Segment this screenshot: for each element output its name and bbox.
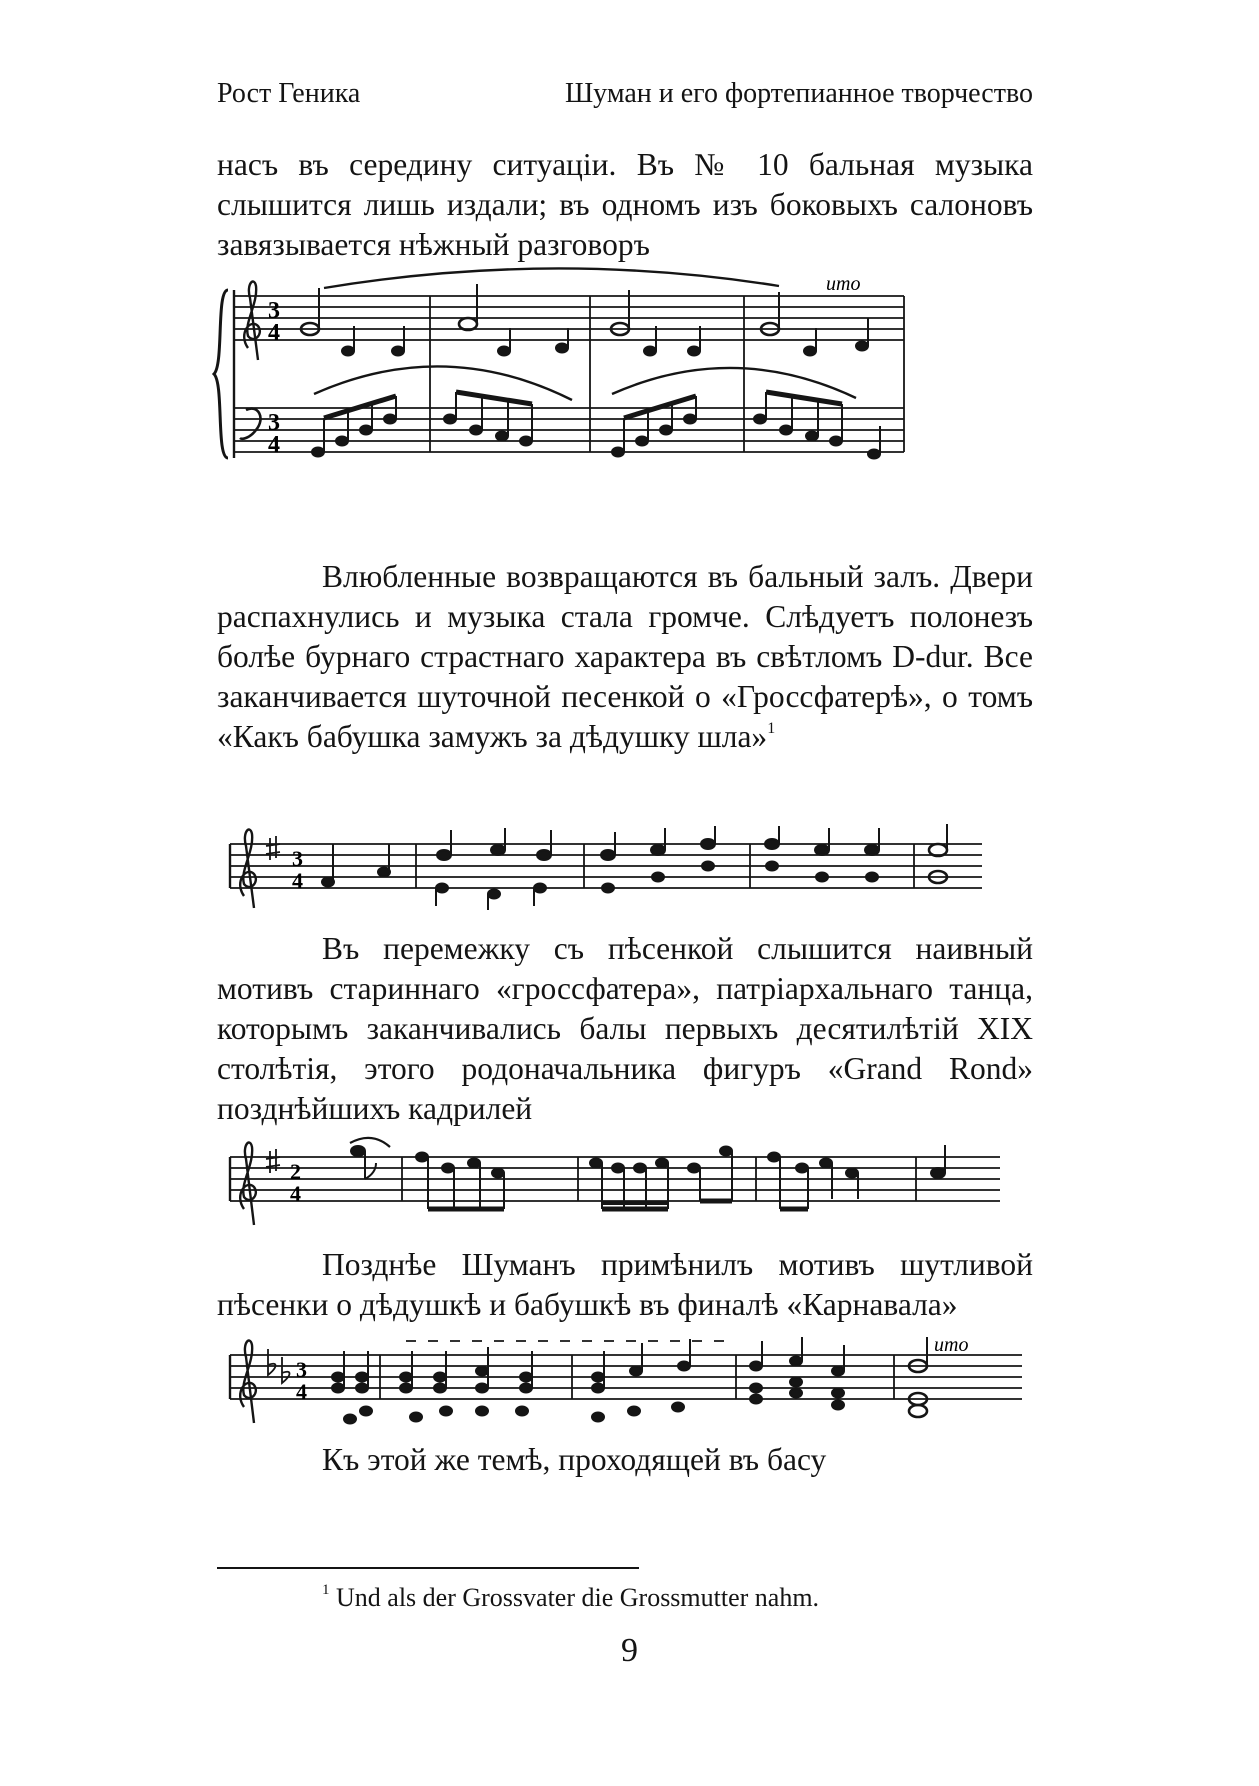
- footnote-marker: 1: [322, 1582, 330, 1598]
- time-signature-top: 3: [268, 298, 280, 324]
- time-signature-bottom: 4: [268, 432, 280, 458]
- sharp-icon: [266, 1149, 280, 1173]
- time-signature-top: 3: [292, 846, 303, 871]
- footnote-reference: 1: [767, 720, 776, 737]
- music-example-4: [226, 1327, 1026, 1443]
- paragraph-2: [217, 557, 1033, 757]
- treble-clef-icon: [240, 1143, 256, 1225]
- time-signature-bottom: 4: [292, 868, 303, 893]
- time-signature-top: 3: [268, 410, 280, 436]
- music-example-3: [226, 1129, 1006, 1239]
- footnote: [322, 1583, 819, 1613]
- time-signature-bottom: 4: [268, 320, 280, 346]
- paragraph-5: Къ этой же темѣ, проходящей въ басу: [322, 1442, 827, 1477]
- treble-clef-icon: [244, 282, 260, 360]
- treble-clef-icon: [240, 830, 256, 908]
- paragraph-3: Въ перемежку съ пѣсенкой слышится наивный мотивъ стариннаго «гроссфатера», патріархальнаго танца, которымъ заканчивались балы первыхъ десятилѣтій XIX столѣтія, этого родоначальника фигуръ «Grand Rond» позднѣйшихъ кадрилей: [217, 931, 1033, 1126]
- time-signature-top: 2: [290, 1159, 301, 1184]
- running-header: [217, 78, 1033, 118]
- time-signature-top: 3: [296, 1357, 307, 1382]
- page-number: 9: [621, 1632, 638, 1669]
- tempo-annotation: umo: [826, 273, 861, 295]
- time-signature-bottom: 4: [296, 1379, 307, 1404]
- flat-icon: [282, 1357, 290, 1383]
- sharp-icon: [266, 836, 280, 860]
- treble-clef-icon: [240, 1341, 256, 1423]
- paragraph-4: Позднѣе Шуманъ примѣнилъ мотивъ шутливой пѣсенки о дѣдушкѣ и бабушкѣ въ финалѣ «Карнавала»: [217, 1247, 1033, 1322]
- footnote-divider: [217, 1567, 639, 1569]
- paragraph-2-text: Влюбленные возвращаются въ бальный залъ. Двери распахнулись и музыка стала громче. Слѣдуетъ полонезъ болѣе бурнаго страстнаго характера въ свѣтломъ D-dur. Все заканчивается шуточной песенкой о «Гроссфатерѣ», о томъ «Какъ бабушка замужъ за дѣдушку шла»: [217, 559, 1033, 754]
- paragraph-1: насъ въ середину ситуаціи. Въ № 10 бальная музыка слышится лишь издали; въ одномъ изъ боковыхъ салоновъ завязывается нѣжный разговоръ: [217, 147, 1033, 262]
- footnote-text: Und als der Grossvater die Grossmutter nahm.: [336, 1583, 820, 1612]
- flat-icon: [268, 1349, 276, 1375]
- bass-clef-icon: [240, 409, 261, 439]
- music-example-2: [226, 822, 986, 922]
- header-title: Шуман и его фортепианное творчество: [564, 78, 1033, 109]
- tempo-annotation: umo: [934, 1334, 969, 1356]
- header-author: Рост Геника: [217, 78, 361, 109]
- time-signature-bottom: 4: [290, 1181, 301, 1206]
- music-example-1: [214, 268, 914, 490]
